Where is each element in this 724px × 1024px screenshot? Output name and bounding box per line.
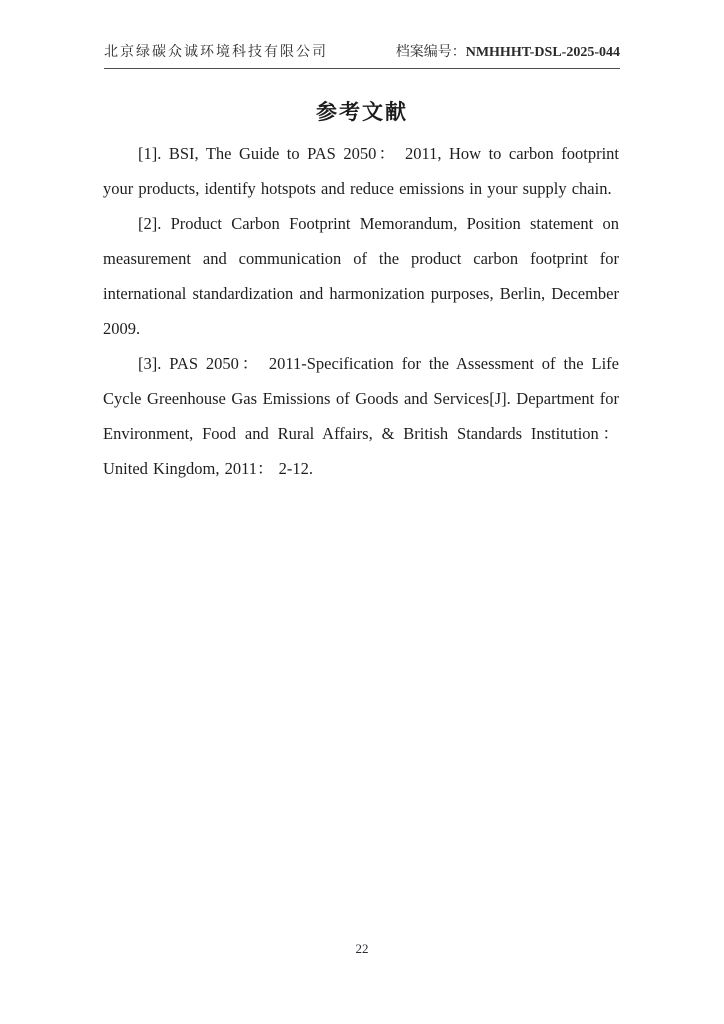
page-header bbox=[104, 44, 620, 69]
reference-item-3: [3]. PAS 2050： 2011-Specification for the Assessment of the Life Cycle Greenhouse Gas Emissions of Goods and Services[J]. Department for Environment, Food and Rural Affairs, & British Standards Institution： United Kingdom, 2011： 2-12. bbox=[103, 354, 619, 478]
doc-number-value: NMHHHT-DSL-2025-044 bbox=[465, 45, 620, 60]
page-title: 参考文献 bbox=[316, 100, 408, 124]
page-number: 22 bbox=[355, 941, 369, 956]
header-company-name: 北京绿碳众诚环境科技有限公司 bbox=[104, 45, 328, 60]
reference-item-1: [1]. BSI, The Guide to PAS 2050： 2011, How to carbon footprint your products, identify hotspots and reduce emissions in your supply chain. bbox=[103, 144, 619, 198]
header-doc-number bbox=[396, 44, 620, 62]
doc-number-label: 档案编号： bbox=[395, 45, 466, 60]
reference-item-2: [2]. Product Carbon Footprint Memorandum, Position statement on measurement and communication of the product carbon footprint for international standardization and harmonization purposes, Berlin, December 2009. bbox=[103, 214, 619, 338]
references-section bbox=[103, 136, 619, 486]
